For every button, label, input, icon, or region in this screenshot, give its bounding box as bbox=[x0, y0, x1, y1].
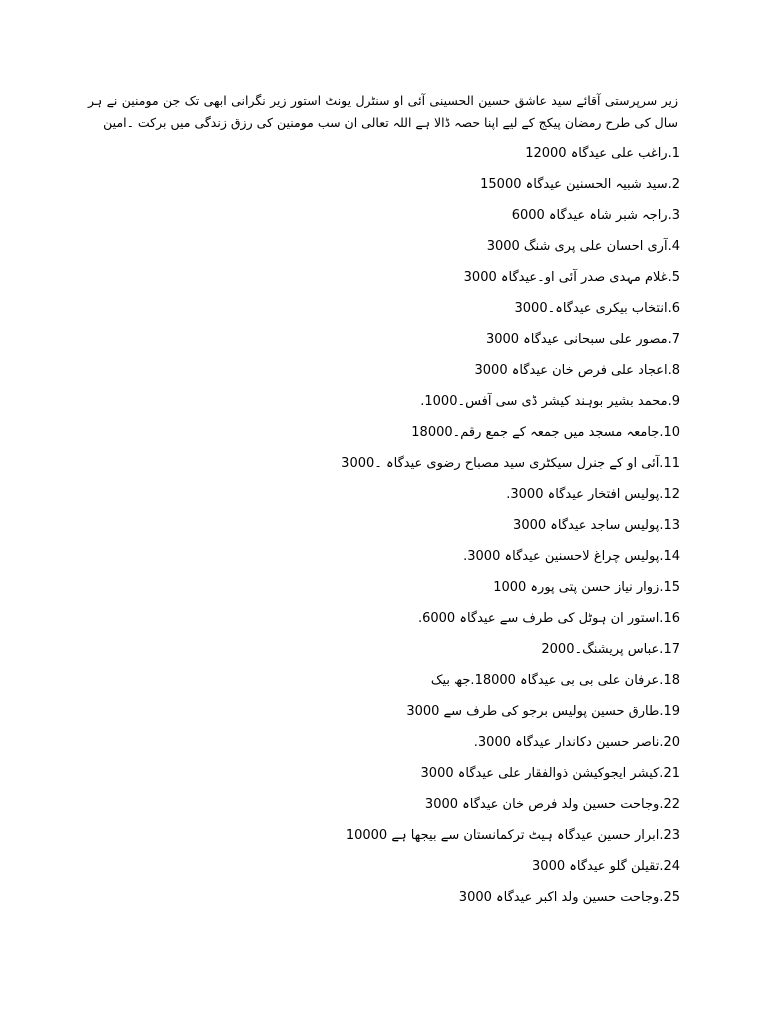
list-item: 3.راجہ شبر شاہ عیدگاہ 6000 bbox=[511, 208, 680, 223]
list-item: 17.عباس پریشنگ۔2000 bbox=[541, 642, 680, 657]
donor-list bbox=[300, 138, 680, 913]
list-item: 10.جامعہ مسجد میں جمعہ کے جمع رقم۔18000 bbox=[411, 425, 680, 440]
list-item: 18.عرفان علی بی بی عیدگاہ 18000.جھ بیک bbox=[430, 673, 680, 688]
list-item: 23.ابرار حسین عیدگاہ ہیٹ ترکمانستان سے بیجھا ہے 10000 bbox=[345, 828, 680, 843]
list-item: 24.تقیلن گلو عیدگاہ 3000 bbox=[532, 859, 680, 874]
list-item: 25.وجاحت حسین ولد اکبر عیدگاہ 3000 bbox=[458, 890, 680, 905]
list-item: 4.آری احسان علی پری شنگ 3000 bbox=[486, 239, 680, 254]
list-item: 2.سید شبیہ الحسنین عیدگاہ 15000 bbox=[480, 177, 680, 192]
list-item: 7.مصور علی سبحانی عیدگاہ 3000 bbox=[485, 332, 680, 347]
list-item: 19.طارق حسین پولیس برجو کی طرف سے 3000 bbox=[406, 704, 680, 719]
list-item: 5.غلام مہدی صدر آئی او۔عیدگاہ 3000 bbox=[463, 270, 680, 285]
list-item: 21.کیشر ایجوکیشن ذوالفقار علی عیدگاہ 3000 bbox=[420, 766, 680, 781]
list-item: 16.استور ان ہوٹل کی طرف سے عیدگاہ 6000. bbox=[417, 611, 680, 626]
list-item: 13.پولیس ساجد عیدگاہ 3000 bbox=[513, 518, 680, 533]
list-item: 20.ناصر حسین دکاندار عیدگاہ 3000. bbox=[473, 735, 680, 750]
list-item: 14.پولیس چراغ لاحسنین عیدگاہ 3000. bbox=[463, 549, 680, 564]
list-item: 11.آئی او کے جنرل سیکٹری سید مصباح رضوی عیدگاہ ۔3000 bbox=[341, 456, 680, 471]
intro-paragraph: زیر سرپرستی آقائے سید عاشق حسین الحسینی آئی او سنٹرل یونٹ استور زیر نگرانی ابھی تک جن مومنین نے ہر سال کی طرح رمضان پیکج کے لیے اپنا حصہ ڈالا ہے اللہ تعالی ان سب مومنین کی رزق زندگی میں برکت ۔امین bbox=[88, 93, 678, 130]
list-item: 22.وجاحت حسین ولد فرص خان عیدگاہ 3000 bbox=[424, 797, 680, 812]
list-item: 9.محمد بشیر بوہند کیشر ڈی سی آفس۔1000. bbox=[420, 394, 680, 409]
list-item: 6.انتخاب بیکری عیدگاہ۔3000 bbox=[514, 301, 680, 316]
list-item: 1.راغب علی عیدگاہ 12000 bbox=[525, 146, 680, 161]
list-item: 12.پولیس افتخار عیدگاہ 3000. bbox=[506, 487, 680, 502]
list-item: 15.زوار نیاز حسن پتی پورہ 1000 bbox=[493, 580, 680, 595]
list-item: 8.اعجاد علی فرص خان عیدگاہ 3000 bbox=[474, 363, 680, 378]
